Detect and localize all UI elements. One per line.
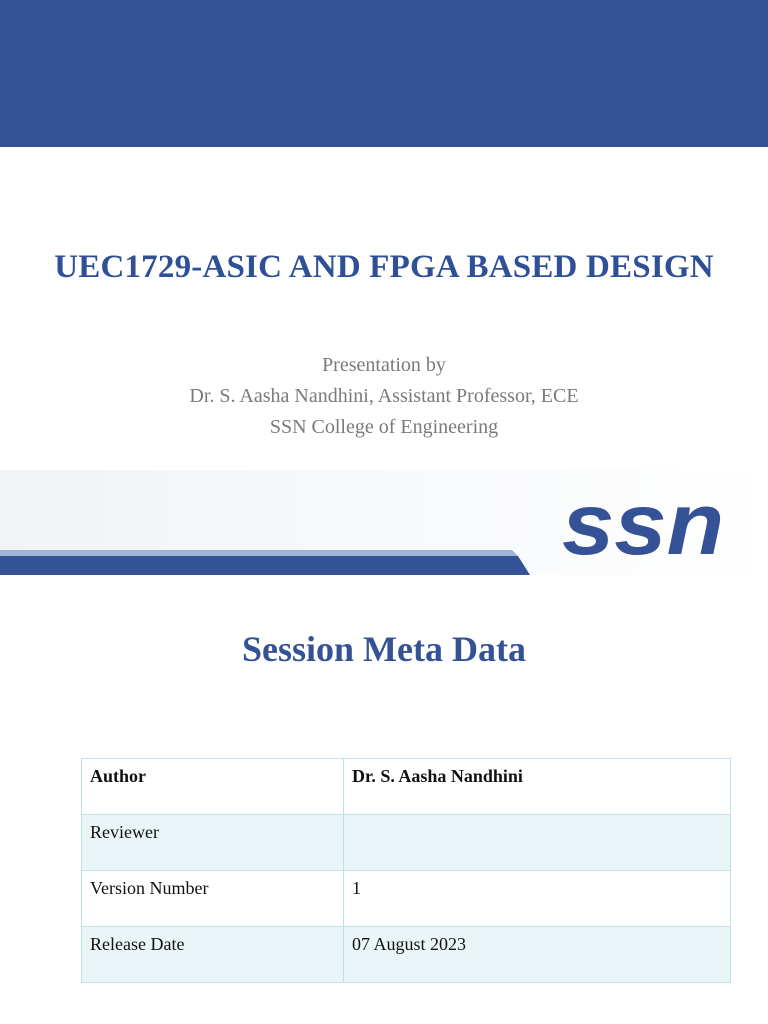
presenter-block bbox=[0, 350, 768, 443]
release-date-value: 07 August 2023 bbox=[344, 927, 731, 983]
brand-strip-graphic bbox=[0, 470, 768, 580]
ssn-logo-text: ssn bbox=[562, 474, 724, 573]
presenter-line-college: SSN College of Engineering bbox=[269, 416, 499, 438]
table-row bbox=[82, 927, 731, 983]
reviewer-value bbox=[344, 815, 731, 871]
table-row bbox=[82, 759, 731, 815]
presenter-line-name: Dr. S. Aasha Nandhini, Assistant Professor, ECE bbox=[189, 385, 579, 407]
author-label: Author bbox=[82, 759, 344, 815]
release-date-label: Release Date bbox=[82, 927, 344, 983]
brand-strip bbox=[0, 470, 768, 580]
strip-bar bbox=[0, 556, 530, 575]
table-row bbox=[82, 871, 731, 927]
version-label: Version Number bbox=[82, 871, 344, 927]
strip-accent-line bbox=[0, 550, 518, 556]
header-band bbox=[0, 0, 768, 147]
course-title: UEC1729-ASIC AND FPGA BASED DESIGN bbox=[54, 249, 714, 285]
table-row bbox=[82, 815, 731, 871]
author-value: Dr. S. Aasha Nandhini bbox=[344, 759, 731, 815]
ssn-logo bbox=[562, 474, 724, 573]
version-value: 1 bbox=[344, 871, 731, 927]
section-title: Session Meta Data bbox=[242, 629, 526, 669]
presenter-line-intro: Presentation by bbox=[322, 354, 446, 376]
reviewer-label: Reviewer bbox=[82, 815, 344, 871]
meta-table bbox=[81, 758, 731, 983]
